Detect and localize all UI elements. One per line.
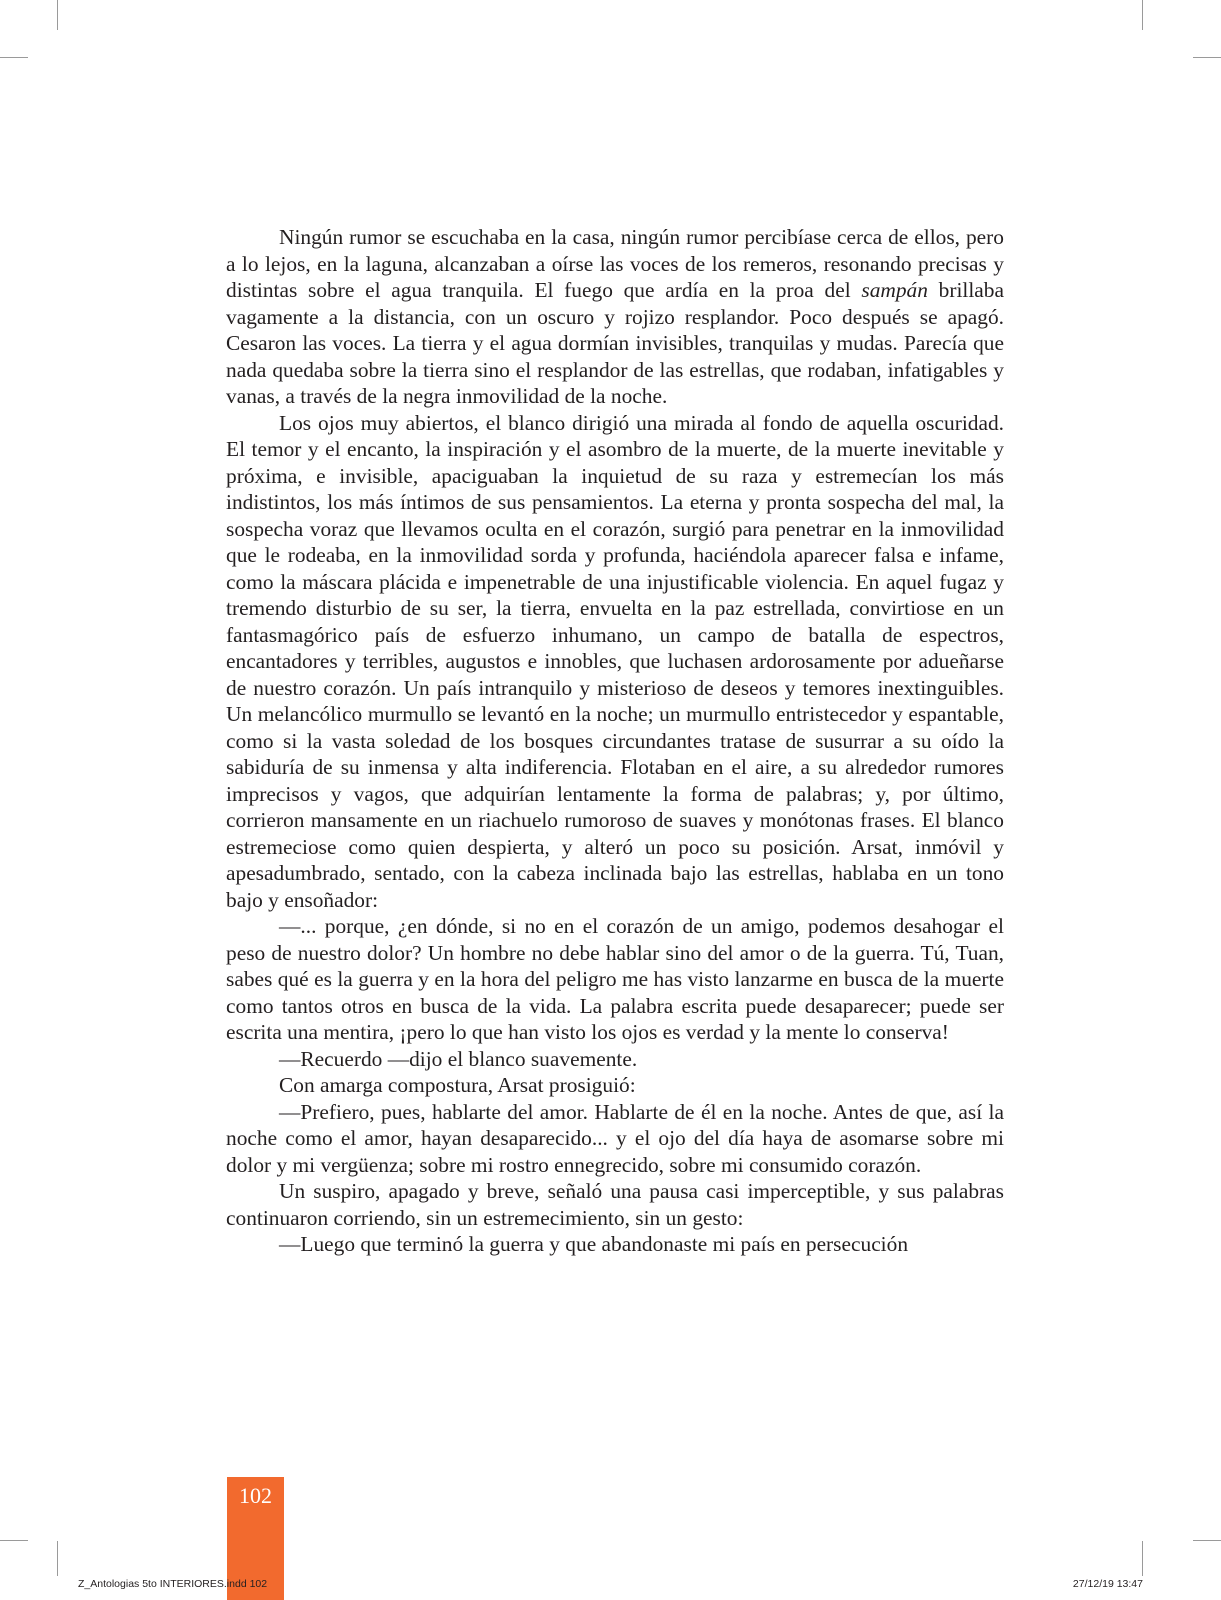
paragraph: Con amarga compostura, Arsat prosiguió: — [279, 1073, 636, 1097]
crop-mark-top-left-h — [0, 57, 28, 58]
paragraph: —Prefiero, pues, hablarte del amor. Hablarte de él en la noche. Antes de que, así la noche como el amor, hayan desaparecido... y el ojo del día haya de asomarse sobre mi dolor y mi vergüenza; sobre mi rostro ennegrecido, sobre mi consumido corazón. — [226, 1099, 1004, 1177]
crop-mark-top-right — [1142, 0, 1143, 30]
emphasis-word: sampán — [861, 278, 928, 302]
crop-mark-top-left — [57, 0, 58, 30]
crop-mark-bottom-left — [57, 1541, 58, 1576]
body-text — [226, 224, 1004, 1258]
paragraph: —... porque, ¿en dónde, si no en el corazón de un amigo, podemos desahogar el peso de nuestro dolor? Un hombre no debe hablar sino del amor o de la guerra. Tú, Tuan, sabes qué es la guerra y en la hora del peligro me has visto lanzarme en busca de la muerte como tantos otros en busca de la vida. La palabra escrita puede desaparecer; puede ser escrita una mentira, ¡pero lo que han visto los ojos es verdad y la mente lo conserva! — [226, 914, 1004, 1044]
crop-mark-top-right-h — [1193, 57, 1221, 58]
paragraph: Un suspiro, apagado y breve, señaló una pausa casi imperceptible, y sus palabras continuaron corriendo, sin un estremecimiento, sin un gesto: — [226, 1179, 1004, 1230]
crop-mark-bottom-left-h — [0, 1540, 28, 1541]
crop-mark-bottom-right-h — [1193, 1540, 1221, 1541]
paragraph: —Recuerdo —dijo el blanco suavemente. — [279, 1046, 638, 1071]
page-number: 102 — [239, 1483, 272, 1508]
paragraph: Ningún rumor se escuchaba en la casa, ningún rumor percibíase cerca de ellos, pero a lo lejos, en la laguna, alcanzaban a oírse las voces de los remeros, resonando precisas y distintas sobre el agua tranquila. El fuego que ardía en la proa del sampán brillaba vagamente a la distancia, con un oscuro y rojizo resplandor. Poco después se apagó. Cesaron las voces. La tierra y el agua dormían invisibles, tranquilas y mudas. Parecía que nada quedaba sobre la tierra sino el resplandor de las estrellas, que rodaban, infatigables y vanas, a través de la negra inmovilidad de la noche. — [226, 225, 1004, 408]
crop-mark-bottom-right — [1142, 1541, 1143, 1576]
paragraph: —Luego que terminó la guerra y que abandonaste mi país en persecución — [279, 1232, 909, 1256]
slug-filename: Z_Antologias 5to INTERIORES.indd 102 — [78, 1578, 268, 1590]
slug-timestamp: 27/12/19 13:47 — [1072, 1578, 1143, 1590]
paragraph: Los ojos muy abiertos, el blanco dirigió una mirada al fondo de aquella oscuridad. El temor y el encanto, la inspiración y el asombro de la muerte, de la muerte inevitable y próxima, e invisible, apaciguaban la inquietud de su raza y estremecían los más indistintos, los más íntimos de sus pensamientos. La eterna y pronta sospecha del mal, la sospecha voraz que llevamos oculta en el corazón, surgió para penetrar en la inmovilidad que le rodeaba, en la inmovilidad sorda y profunda, haciéndola aparecer falsa e infame, como la máscara plácida e impenetrable de una injustificable violencia. En aquel fugaz y tremendo disturbio de su ser, la tierra, envuelta en la paz estrellada, convirtiose en un fantasmagórico país de esfuerzo inhumano, un campo de batalla de espectros, encantadores y terribles, augustos e innobles, que luchasen ardorosamente por adueñarse de nuestro corazón. Un país intranquilo y misterioso de deseos y temores inextinguibles. Un melancólico murmullo se levantó en la noche; un murmullo entristecedor y espantable, como si la vasta soledad de los bosques circundantes tratase de susurrar a su oído la sabiduría de su inmensa y alta indiferencia. Flotaban en el aire, a su alrededor rumores imprecisos y vagos, que adquirían lentamente la forma de palabras; y, por último, corrieron mansamente en un riachuelo rumoroso de suaves y monótonas frases. El blanco estremeciose como quien despierta, y alteró un poco su posición. Arsat, inmóvil y apesadumbrado, sentado, con la cabeza inclinada bajo las estrellas, hablaba en un tono bajo y ensoñador: — [226, 410, 1004, 912]
